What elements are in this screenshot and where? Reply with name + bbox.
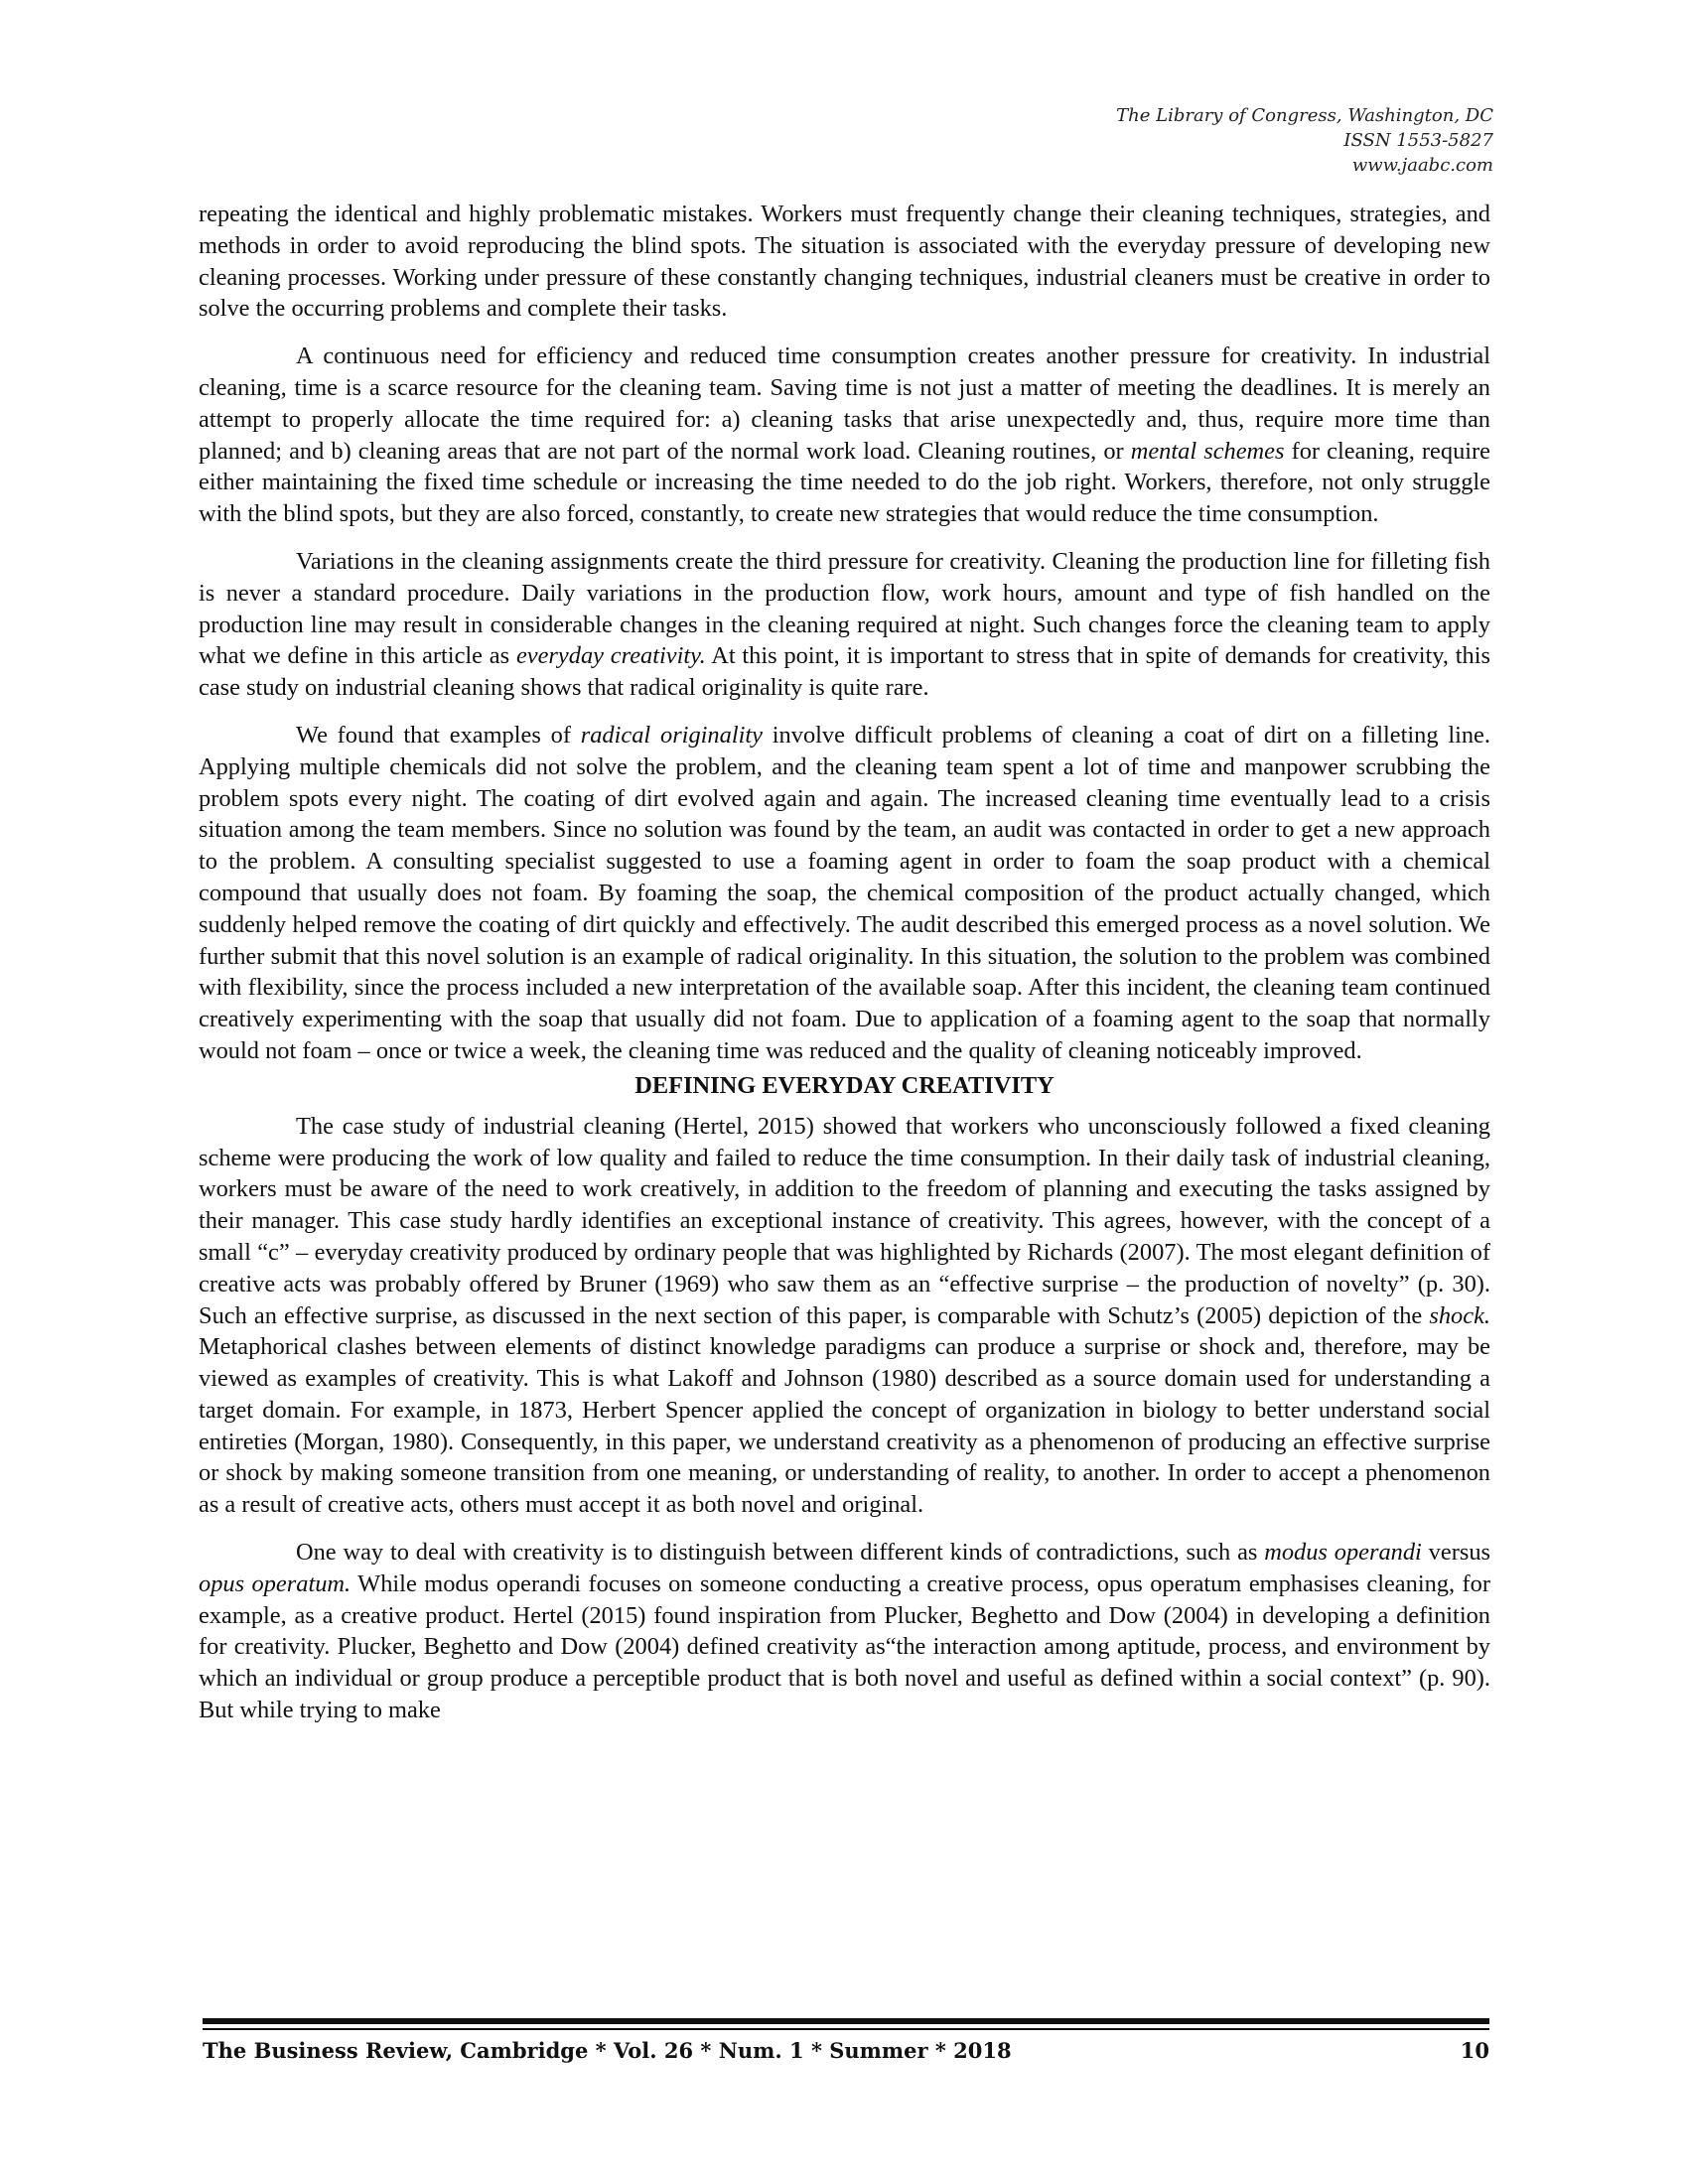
emphasis-mental-schemes: mental schemes — [1130, 437, 1285, 465]
emphasis-everyday-creativity: everyday creativity. — [515, 642, 706, 670]
article-body — [199, 199, 1490, 1742]
header-issn: ISSN 1553-5827 — [1343, 130, 1493, 151]
header-website: www.jaabc.com — [1351, 155, 1493, 176]
emphasis-modus-operandi: modus operandi — [1264, 1539, 1422, 1567]
footer-rule-thin — [203, 2028, 1489, 2030]
paragraph-2: A continuous need for efficiency and reduced time consumption creates another pressure for creativity. In industrial cleaning, time is a scarce resource for the cleaning team. Saving time is not just a matter of meeting the deadlines. It is merely an attempt to properly allocate the time required for: a) cleaning tasks that arise unexpectedly and, thus, require more time than planned; and b) cleaning areas that are not part of the normal work load. Cleaning routines, or mental schemes for cleaning, require either maintaining the fixed time schedule or increasing the time needed to do the job right. Workers, therefore, not only struggle with the blind spots, but they are also forced, constantly, to create new strategies that would reduce the time consumption. — [199, 342, 1490, 528]
footer-rule-thick — [203, 2018, 1489, 2024]
emphasis-shock: shock. — [1429, 1301, 1490, 1329]
running-header — [1116, 103, 1493, 178]
section-heading: DEFINING EVERYDAY CREATIVITY — [634, 1071, 1055, 1099]
paragraph-5: The case study of industrial cleaning (Hertel, 2015) showed that workers who unconsciously followed a fixed cleaning scheme were producing the work of low quality and failed to reduce the time consumption. In their daily task of industrial cleaning, workers must be aware of the need to work creatively, in addition to the freedom of planning and executing the tasks assigned by their manager. This case study hardly identifies an exceptional instance of creativity. This agrees, however, with the concept of a small “c” – everyday creativity produced by ordinary people that was highlighted by Richards (2007). The most elegant definition of creative acts was probably offered by Bruner (1969) who saw them as an “effective surprise – the production of novelty” (p. 30). Such an effective surprise, as discussed in the next section of this paper, is comparable with Schutz’s (2005) depiction of the shock. Metaphorical clashes between elements of distinct knowledge paradigms can produce a surprise or shock and, therefore, may be viewed as examples of creativity. This is what Lakoff and Johnson (1980) described as a source domain used for understanding a target domain. For example, in 1873, Herbert Spencer applied the concept of organization in biology to better understand social entireties (Morgan, 1980). Consequently, in this paper, we understand creativity as a phenomenon of producing an effective surprise or shock by making someone transition from one meaning, or understanding of reality, to another. In order to accept a phenomenon as a result of creative acts, others must accept it as both novel and original. — [199, 1112, 1490, 1519]
emphasis-opus-operatum: opus operatum. — [199, 1570, 352, 1597]
header-publisher: The Library of Congress, Washington, DC — [1116, 105, 1493, 126]
paragraph-4: We found that examples of radical originality involve difficult problems of cleaning a coat of dirt on a filleting line. Applying multiple chemicals did not solve the problem, and the cleaning team spent a lot of time and manpower scrubbing the problem spots every night. The coating of dirt evolved again and again. The increased cleaning time eventually lead to a crisis situation among the team members. Since no solution was found by the team, an audit was contacted in order to get a new approach to the problem. A consulting specialist suggested to use a foaming agent in order to foam the soap product with a chemical compound that usually does not foam. By foaming the soap, the chemical composition of the product actually changed, which suddenly helped remove the coating of dirt quickly and effectively. The audit described this emerged process as a novel solution. We further submit that this novel solution is an example of radical originality. In this situation, the solution to the problem was combined with flexibility, since the process included a new interpretation of the available soap. After this incident, the cleaning team continued creatively experimenting with the soap that usually did not foam. Due to application of a foaming agent to the soap that normally would not foam – once or twice a week, the cleaning time was reduced and the quality of cleaning noticeably improved. — [199, 721, 1490, 1064]
paragraph-6: One way to deal with creativity is to distinguish between different kinds of contradictions, such as modus operandi versus opus operatum. While modus operandi focuses on someone conducting a creative process, opus operatum emphasises cleaning, for example, as a creative product. Hertel (2015) found inspiration from Plucker, Beghetto and Dow (2004) in developing a definition for creativity. Plucker, Beghetto and Dow (2004) defined creativity as“the interaction among aptitude, process, and environment by which an individual or group produce a perceptible product that is both novel and useful as defined within a social context” (p. 90). But while trying to make — [199, 1539, 1491, 1724]
emphasis-radical-originality: radical originality — [580, 721, 763, 749]
page-number: 10 — [1460, 2038, 1489, 2063]
paragraph-3: Variations in the cleaning assignments create the third pressure for creativity. Cleaning the production line for filleting fish is never a standard procedure. Daily variations in the production flow, work hours, amount and type of fish handled on the production line may result in considerable changes in the cleaning required at night. Such changes force the cleaning team to apply what we define in this article as everyday creativity. At this point, it is important to stress that in spite of demands for creativity, this case study on industrial cleaning shows that radical originality is quite rare. — [199, 547, 1491, 702]
footer-journal-info: The Business Review, Cambridge * Vol. 26 * Num. 1 * Summer * 2018 — [203, 2038, 1012, 2063]
paragraph-1: repeating the identical and highly problematic mistakes. Workers must frequently change their cleaning techniques, strategies, and methods in order to avoid reproducing the blind spots. The situation is associated with the everyday pressure of developing new cleaning processes. Working under pressure of these constantly changing techniques, industrial cleaners must be creative in order to solve the occurring problems and complete their tasks. — [199, 201, 1490, 323]
